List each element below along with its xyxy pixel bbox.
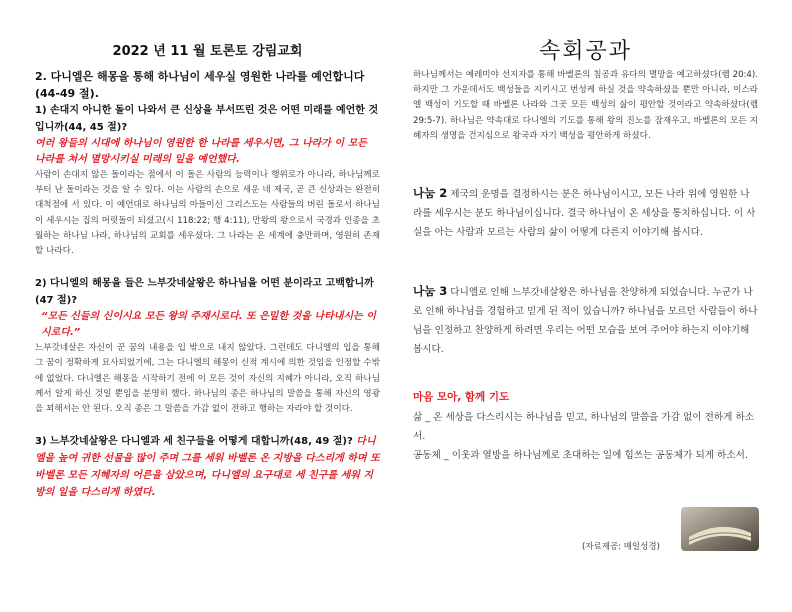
answer-3: 다니엘을 높여 귀한 선물을 많이 주며 그를 세워 바벨론 온 지방을 다스리게 하며 또 바벨론 모든 지혜자의 어른을 삼았으며, 다니엘의 요구대로 세 친구를 세워 지방의 일을 다스리게 하였다. (35, 436, 380, 499)
answer-1: 여러 왕들의 시대에 하나님이 영원한 한 나라를 세우시면, 그 나라가 이 모든 나라를 쳐서 멸망시키실 미래의 일을 예언했다. (35, 138, 367, 165)
share-2-text: 제국의 운명을 결정하시는 분은 하나님이시고, 모든 나라 위에 영원한 나라를 세우시는 분도 하나님이십니다. 결국 하나님이 온 세상을 통치하십니다. 이 사실을 아는 사람과 모르는 사람의 삶이 어떻게 다른지 이야기해 봅시다. (413, 189, 756, 239)
intro-commentary: 하나님께서는 예레미야 선지자를 통해 바벨론의 침공과 유다의 멸망을 예고하셨다(렘 20:4). 하지만 그 가운데서도 백성들을 지키시고 번성케 하실 것을 약속하셨을 뿐만 아니라, 이스라엘 백성이 기도할 때 바벨론 나라와 그곳 모든 백성의 삶이 평안할 것이라고 약속하셨다(렘 29:5-7). 하나님은 약속대로 다니엘의 기도를 통해 왕의 진노를 잠재우고, 바벨론의 모든 지혜자의 생명을 건지심으로 왕국과 자기 백성을 평안하게 하셨다. (413, 70, 758, 141)
church-header: 2022 년 11 월 토론토 강림교회 (112, 44, 303, 59)
share-2 (413, 184, 758, 242)
share-3 (413, 282, 758, 359)
question-1: 1) 손대지 아니한 돌이 나와서 큰 신상을 부서뜨린 것은 어떤 미래를 예언한 것입니까(44, 45 절)? (35, 105, 379, 133)
section-heading: 2. 다니엘은 해몽을 통해 하나님이 세우실 영원한 나라를 예언합니다(44-49 절). (35, 70, 365, 100)
commentary-1: 사람이 손대지 않은 돌이라는 점에서 이 돌은 사람의 능력이나 행위로가 아니라, 하나님께로부터 난 돌이라는 것을 알 수 있다. 이는 사람의 손으로 세운 네 제국, 곧 큰 신상과는 완전히 대척점에 서 있다. 이 예언대로 하나님의 아들이신 그리스도는 사람들의 버린 돌로서 하나님이 세우시는 집의 머릿돌이 되셨고(시 118:22; 행 4:11), 만왕의 왕으로서 국경과 인종을 초월하는 하나님 나라, 하나님의 교회를 세우셨다. 그 나라는 온 세계에 충만하며, 영원히 존재할 나라다. (35, 170, 380, 257)
right-column (413, 68, 758, 465)
source-credit: (자료제공: 매일성경) (582, 542, 660, 552)
bible-photo (681, 507, 759, 551)
commentary-2: 느부갓네살은 자신이 꾼 꿈의 내용을 입 밖으로 내지 않았다. 그런데도 다니엘의 입을 통해 그 꿈이 정확하게 묘사되었기에, 그는 다니엘의 해몽이 신적 계시에 의한 것임을 인정할 수밖에 없었다. 다니엘은 해몽을 시작하기 전에 이 모든 것이 자신의 지혜가 아니라, 오직 하나님께서 알게 하신 것일 뿐임을 분명히 했다. 하나님의 종은 하나님의 말씀을 통해 자신의 영광을 꾀해서는 안 된다. 오직 종은 그 말씀을 가감 없이 전하고 행하는 자라야 할 것이다. (35, 343, 380, 415)
share-2-label: 나눔 2 (413, 186, 448, 201)
share-3-text: 다니엘로 인해 느부갓네살왕은 하나님을 찬양하게 되었습니다. 누군가 나로 인해 하나님을 경험하고 믿게 된 적이 있습니까? 하나님을 모르던 사람들이 하나님을 인정하고 찬양하게 하려면 우리는 어떤 모습을 보여 주어야 하는지 이야기해 봅시다. (413, 287, 758, 356)
question-3 (35, 433, 380, 501)
question-3-text: 3) 느부갓네살왕은 다니엘과 세 친구들을 어떻게 대합니까(48, 49 절)? (35, 436, 353, 448)
bible-photo-image (681, 507, 759, 551)
share-3-label: 나눔 3 (413, 284, 448, 299)
left-column (35, 68, 380, 501)
lesson-title: 속회공과 (538, 39, 632, 64)
prayer-community: 공동체 _ 이웃과 열방을 하나님께로 초대하는 일에 힘쓰는 공동체가 되게 하소서. (413, 450, 748, 462)
prayer-life: 삶 _ 온 세상을 다스리시는 하나님을 믿고, 하나님의 말씀을 가감 없이 전하게 하소서. (413, 412, 755, 443)
question-2: 2) 다니엘의 해몽을 들은 느부갓네살왕은 하나님을 어떤 분이라고 고백합니까(47 절)? (35, 278, 374, 307)
answer-2: “모든 신들의 신이시요 모든 왕의 주재시로다. 또 은밀한 것을 나타내시는 이시로다.” (41, 311, 376, 339)
prayer-heading: 마음 모아, 함께 기도 (413, 391, 510, 404)
